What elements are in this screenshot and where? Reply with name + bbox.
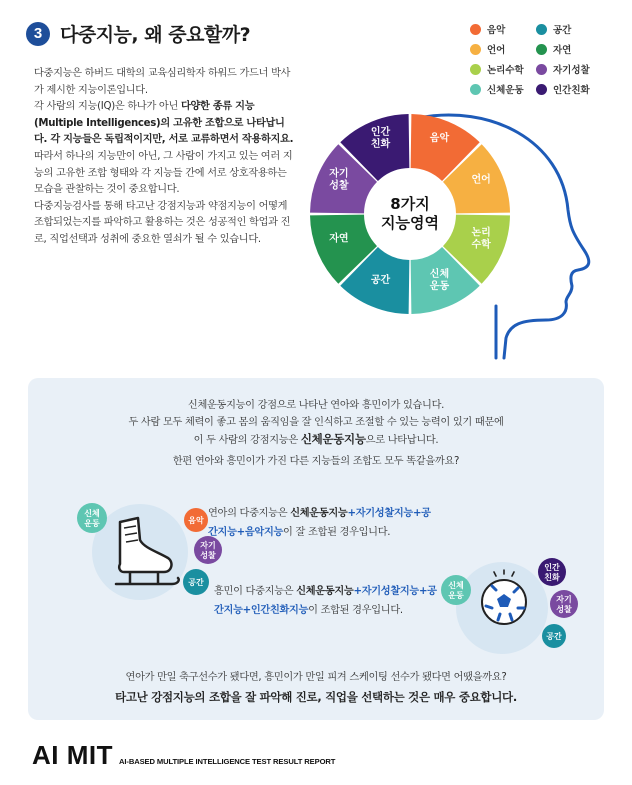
yuna-description [208, 504, 436, 542]
intro-p2-bold: 다양한 종류 지능(Multiple Intelligences)의 고유한 조합으로 나타납니다. 각 지능들은 독립적이지만, 서로 교류하면서 작용하지요. [34, 101, 294, 146]
section-header [26, 20, 250, 47]
legend-label: 자연 [553, 45, 572, 56]
intelligence-tag-label: 운동 [448, 591, 464, 600]
intelligence-tag-label: 운동 [84, 519, 100, 528]
story-question: 연아가 만일 축구선수가 됐다면, 흥민이가 만일 피겨 스케이팅 선수가 됐다면 어땠을까요? [125, 672, 507, 683]
legend-label: 신체운동 [487, 85, 524, 96]
wheel-segment-label: 논리 [471, 227, 491, 239]
story-l3-strong: 신체운동지능 [300, 432, 366, 446]
intelligence-tag-label: 성찰 [200, 551, 216, 560]
legend-item [536, 42, 620, 56]
brand-name: AI MIT [32, 740, 113, 770]
legend-label: 공간 [553, 25, 572, 36]
legend-item [470, 42, 536, 56]
wheel-segment-label: 운동 [429, 281, 450, 293]
intelligence-tag-label: 친화 [544, 573, 560, 582]
yuna-desc-highlight: +자기성찰지능+공간지능+음악지능 [208, 508, 431, 538]
intelligence-tag-label: 인간 [544, 563, 560, 572]
intelligence-tag [441, 575, 471, 605]
wheel-segment-label: 성찰 [329, 180, 349, 192]
legend-label: 자기성찰 [553, 65, 590, 76]
intelligence-tag-label: 자기 [556, 595, 572, 604]
legend-label: 언어 [487, 45, 506, 56]
yuna-desc-a: 연아의 다중지능은 [208, 508, 291, 519]
legend-dot [536, 44, 547, 55]
story-line-1: 신체운동지능이 강점으로 나타난 연아와 흥민이가 있습니다. [187, 400, 445, 411]
intelligence-tag-label: 신체 [84, 509, 100, 518]
intro-paragraph-2 [34, 99, 296, 149]
story-conclusion-text: 타고난 강점지능의 조합을 잘 파악해 진로, 직업을 선택하는 것은 매우 중요합니다. [115, 689, 517, 704]
intelligence-tag-label: 공간 [188, 578, 204, 587]
intro-text [34, 66, 296, 249]
intelligence-tag [77, 503, 107, 533]
legend-dot [536, 64, 547, 75]
legend-label: 음악 [487, 25, 506, 36]
yuna-desc-strong: 신체운동지능 [290, 508, 348, 519]
intelligence-tag-label: 성찰 [556, 605, 572, 614]
legend-dot [536, 84, 547, 95]
legend-item [470, 82, 536, 96]
yuna-desc-d: 이 잘 조합된 경우입니다. [283, 527, 391, 538]
wheel-segment-label: 수학 [471, 239, 491, 251]
legend-item [470, 22, 536, 36]
brand-subtitle: AI-BASED MULTIPLE INTELLIGENCE TEST RESULT REPORT [119, 757, 336, 766]
story-line-3 [28, 431, 604, 450]
intro-p2-plain: 각 사람의 지능(IQ)은 하나가 아닌 [34, 101, 181, 113]
legend-label: 논리수학 [487, 65, 524, 76]
wheel-segment-label: 음악 [429, 132, 450, 144]
story-line-4: 한편 연아와 흥민이가 가진 다른 지능들의 조합도 모두 똑같을까요? [172, 455, 460, 467]
wheel-segment-label: 자기 [329, 168, 349, 180]
legend-dot [470, 84, 481, 95]
legend-dot [536, 24, 547, 35]
intro-paragraph-1: 다중지능은 하버드 대학의 교육심리학자 하워드 가드너 박사가 제시한 지능이론입니다. [34, 68, 291, 96]
wheel-segment-label: 인간 [370, 126, 391, 138]
section-number-badge: 3 [26, 22, 50, 46]
hm-desc-strong: 신체운동지능 [296, 586, 354, 597]
legend-item [536, 22, 620, 36]
intelligence-tag-label: 신체 [448, 581, 464, 590]
intelligence-wheel [300, 110, 600, 360]
story-line-2: 두 사람 모두 체력이 좋고 몸의 움직임을 잘 인식하고 조절할 수 있는 능력이 있기 때문에 [128, 416, 504, 428]
heungmin-intelligence-tags [430, 548, 590, 668]
wheel-segment-label: 자연 [329, 233, 349, 245]
legend-dot [470, 64, 481, 75]
wheel-center-line2: 지능영역 [381, 214, 439, 232]
wheel-segment-label: 언어 [471, 174, 491, 186]
hm-desc-highlight: +자기성찰지능+공간지능+인간친화지능 [214, 586, 437, 616]
legend-dot [470, 24, 481, 35]
intelligence-tag-label: 공간 [546, 632, 562, 641]
legend-dot [470, 44, 481, 55]
story-box [28, 378, 604, 720]
yuna-intelligence-tags [68, 490, 228, 610]
story-conclusion [28, 670, 604, 705]
wheel-center-line1: 8가지 [390, 195, 430, 213]
intelligence-tag-label: 자기 [200, 541, 216, 550]
wheel-segment-label: 친화 [370, 138, 391, 150]
story-intro [28, 398, 604, 470]
intro-paragraph-3: 따라서 하나의 지능만이 아닌, 그 사람이 가지고 있는 여러 지능의 고유한 조합 형태와 각 지능들 간에 서로 상호작용하는 모습을 관찰하는 것이 중요합니다. [34, 150, 293, 196]
hm-desc-a: 흥민이 다중지능은 [214, 586, 297, 597]
legend-label: 인간친화 [553, 85, 590, 96]
legend-item [536, 82, 620, 96]
wheel-segment-label: 신체 [429, 269, 450, 281]
brand-footer [32, 740, 335, 771]
intro-paragraph-4: 다중지능검사를 통해 타고난 강점지능과 약점지능이 어떻게 조합되었는지를 파악하고 활용하는 것은 성공적인 학업과 진로, 직업선택과 성취에 중요한 열쇠가 될 수 있습니다. [34, 200, 291, 245]
wheel-segment-label: 공간 [370, 275, 391, 287]
section-title: 다중지능, 왜 중요할까? [60, 24, 251, 46]
heungmin-description [214, 582, 446, 620]
intelligence-legend [470, 22, 620, 96]
story-l3-c: 으로 나타납니다. [365, 435, 439, 446]
legend-item [536, 62, 620, 76]
story-l3-a: 이 두 사람의 강점지능은 [193, 435, 301, 446]
legend-item [470, 62, 536, 76]
intelligence-tag-label: 음악 [188, 516, 204, 525]
hm-desc-d: 이 조합된 경우입니다. [308, 605, 403, 616]
